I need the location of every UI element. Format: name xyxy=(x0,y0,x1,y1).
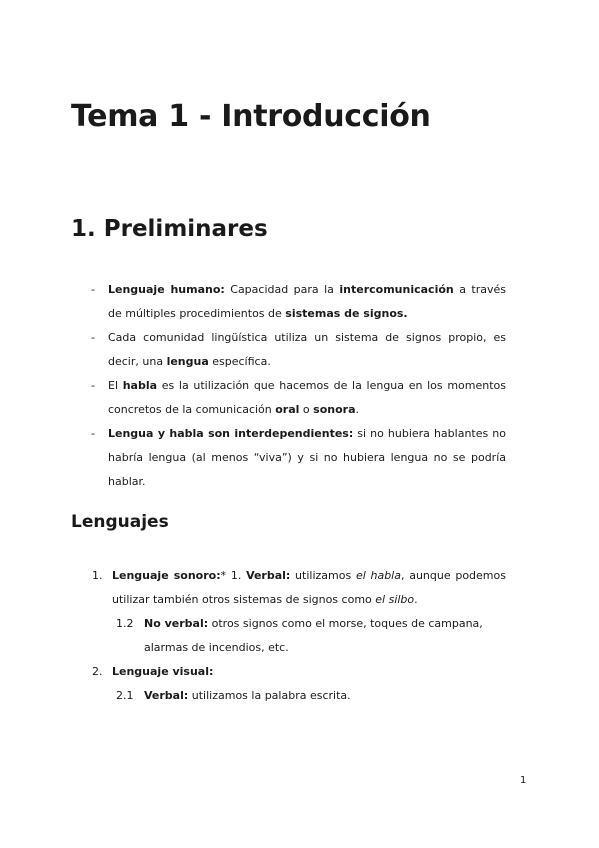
list-item xyxy=(90,564,506,612)
text: Capacidad para la xyxy=(224,283,340,296)
text: a través de múltiples procedimientos de xyxy=(108,283,506,320)
term: Lenguaje sonoro: xyxy=(112,569,221,582)
term: sistemas de signos. xyxy=(285,307,408,320)
bullet-dash: - xyxy=(91,427,95,440)
text: . xyxy=(414,593,418,606)
term: intercomunicación xyxy=(339,283,454,296)
text: si no hubiera hablantes no habría lengua (al menos “viva”) y si no hubiera lengua no se podría hablar. xyxy=(108,427,506,488)
list-number: 1. xyxy=(92,569,103,582)
text: otros signos como el morse, toques de campana, alarmas de incendios, etc. xyxy=(144,617,483,654)
list-item xyxy=(88,278,506,326)
list-item xyxy=(88,422,506,494)
lenguajes-list xyxy=(90,564,506,708)
list-number: 2. xyxy=(92,665,103,678)
term: sonora xyxy=(313,403,356,416)
term: lengua xyxy=(166,355,209,368)
section-heading-lenguajes: Lenguajes xyxy=(71,512,169,532)
term: oral xyxy=(275,403,300,416)
text: Cada comunidad lingüística utiliza un sistema de signos propio, es decir, una xyxy=(108,331,506,368)
term: Verbal: xyxy=(144,689,189,702)
text: utilizamos la palabra escrita. xyxy=(188,689,351,702)
text: es la utilización que hacemos de la lengua en los momentos concretos de la comunicación xyxy=(108,379,506,416)
bullet-dash: - xyxy=(91,379,95,392)
example: el silbo xyxy=(375,593,415,606)
example: el habla xyxy=(355,569,401,582)
text: utilizamos xyxy=(290,569,356,582)
term: Verbal: xyxy=(246,569,291,582)
term: Lengua y habla son interdependientes: xyxy=(108,427,354,440)
document-title: Tema 1 - Introducción xyxy=(71,99,431,134)
preliminares-list xyxy=(88,278,506,494)
text: El xyxy=(108,379,123,392)
text: * 1. xyxy=(220,569,247,582)
bullet-dash: - xyxy=(91,283,95,296)
term: No verbal: xyxy=(144,617,209,630)
page-number: 1 xyxy=(520,775,527,786)
text: . xyxy=(355,403,360,416)
term: Lenguaje humano: xyxy=(108,283,225,296)
list-item xyxy=(90,612,506,660)
text: específica. xyxy=(208,355,271,368)
list-item xyxy=(88,374,506,422)
bullet-dash: - xyxy=(91,331,95,344)
list-item xyxy=(90,660,506,684)
list-item xyxy=(88,326,506,374)
term: habla xyxy=(122,379,158,392)
text: , aunque podemos utilizar también otros sistemas de signos como xyxy=(112,569,506,606)
term: Lenguaje visual: xyxy=(112,665,214,678)
list-item xyxy=(90,684,506,708)
list-number: 2.1 xyxy=(116,689,134,702)
list-number: 1.2 xyxy=(116,617,134,630)
section-heading-preliminares: 1. Preliminares xyxy=(71,216,268,242)
text: o xyxy=(299,403,314,416)
